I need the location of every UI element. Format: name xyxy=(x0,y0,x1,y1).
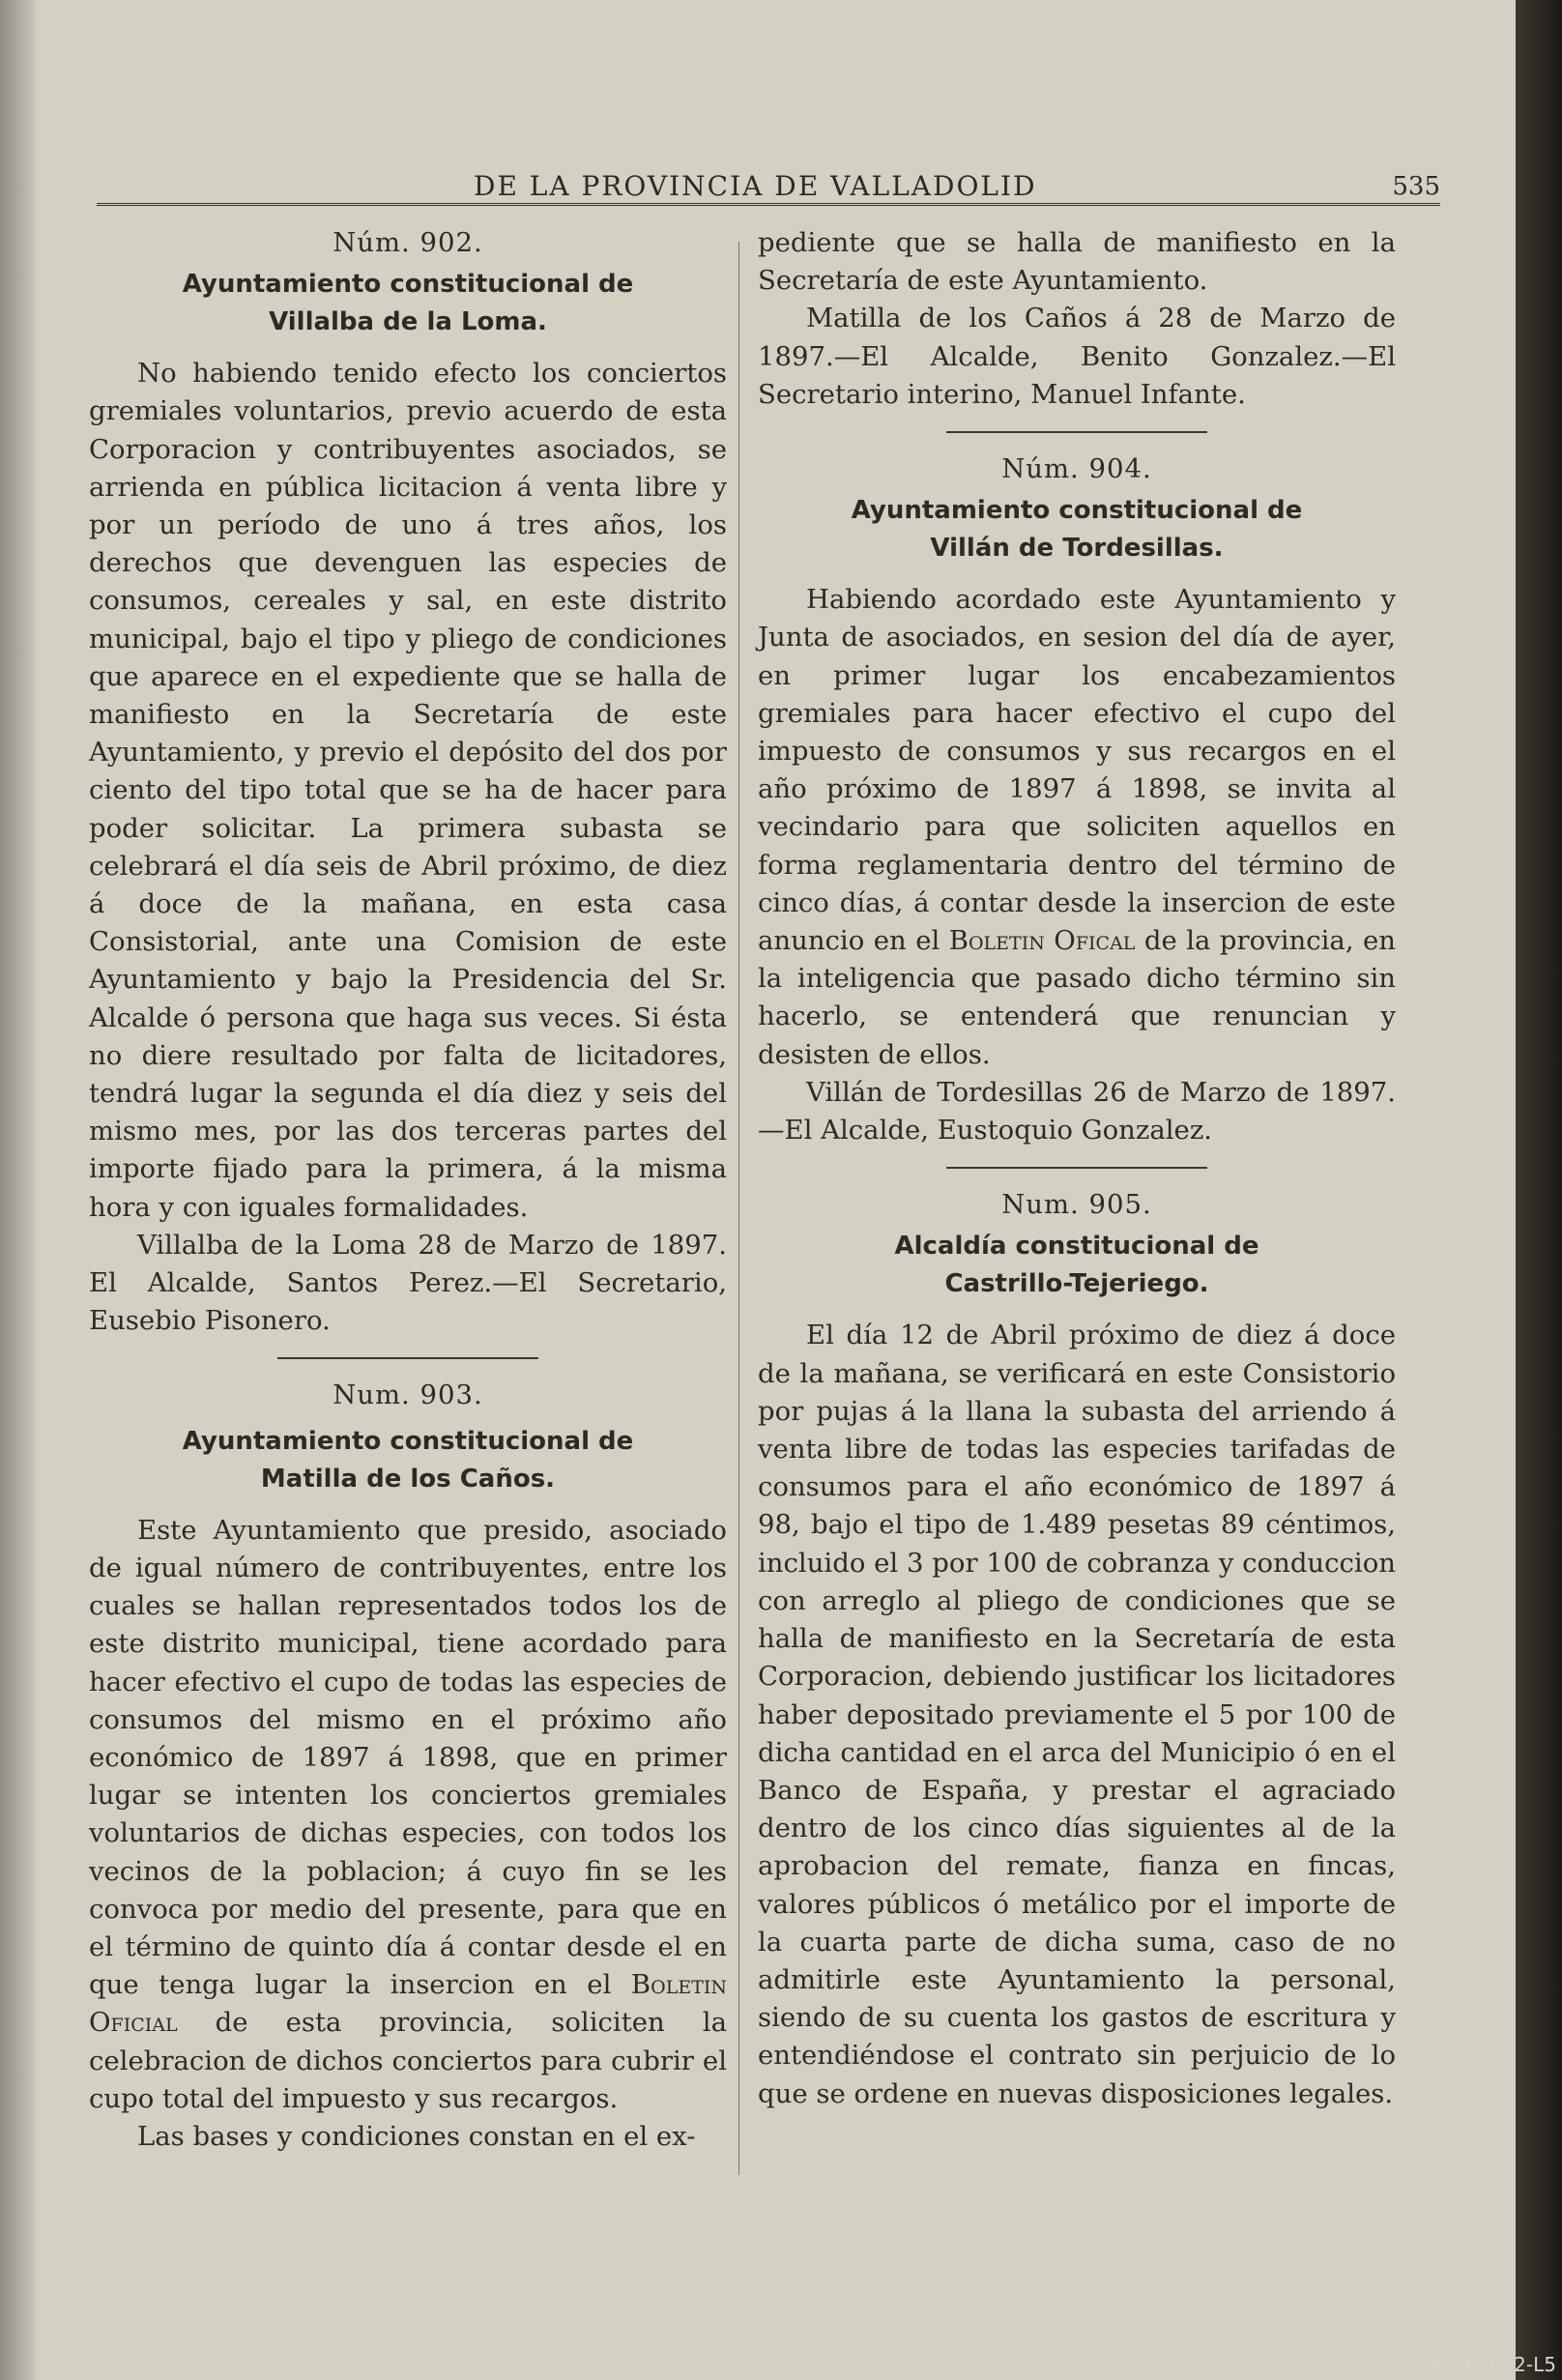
book-edge xyxy=(1516,0,1562,2380)
notice-902-body: No habiendo tenido efecto los conciertos gremiales voluntarios, previo acuerdo de esta Corporacion y contribuyentes asociados, se arrienda en pública licitacion á venta libre y por un período de uno á tres años, los derechos que devenguen las especies de consumos, cereales y sal, en este distrito municipal, bajo el tipo y pliego de condiciones que aparece en el expediente que se halla de manifiesto en la Secretaría de este Ayuntamiento, y previo el depósito del dos por ciento del tipo total que se ha de hacer para poder solicitar. La primera subasta se celebrará el día seis de Abril próximo, de diez á doce de la mañana, en esta casa Consistorial, ante una Comision de este Ayuntamiento y bajo la Presidencia del Sr. Alcalde ó persona que haga sus veces. Si ésta no diere resultado por falta de licitadores, tendrá lugar la segunda el día diez y seis del mismo mes, por las dos terceras partes del importe fijado para la primera, á la misma hora y con iguales formalidades. xyxy=(89,358,727,1223)
notice-904-body-part1: Habiendo acordado este Ayuntamiento y Junta de asociados, en sesion del día de ayer, en primer lugar los encabezamientos gremiales para hacer efectivo el cupo del impuesto de consumos y sus recargos en el año próximo de 1897 á 1898, se invita al vecindario para que soliciten aquellos en forma reglamentaria dentro del término de cinco días, á contar desde la insercion de este anuncio en el xyxy=(758,584,1396,957)
notice-903-boletin: Boletin Oficial xyxy=(89,1969,727,2039)
notice-902-heading-line2: Villalba de la Loma. xyxy=(269,307,547,337)
separator-rule xyxy=(946,431,1207,433)
header-title: DE LA PROVINCIA DE VALLADOLID xyxy=(474,170,1037,202)
notice-904-body-part2: de la provincia, en la inteligencia que pasado dicho término sin hacerlo, se entenderá que renuncian y desisten de ellos. xyxy=(758,925,1397,1070)
notice-902-signature: Villalba de la Loma 28 de Marzo de 1897. El Alcalde, Santos Perez.—El Secretario, Eusebio Pisonero. xyxy=(89,1229,727,1337)
notice-904-boletin: Boletin Ofical xyxy=(948,925,1136,957)
notice-904-body xyxy=(758,581,1396,1074)
notice-904-heading-line1: Ayuntamiento constitucional de xyxy=(851,496,1303,526)
right-column xyxy=(758,224,1396,2113)
page-left-shadow xyxy=(0,0,39,2380)
notice-903-heading-line2: Matilla de los Caños. xyxy=(260,1464,556,1494)
column-divider xyxy=(738,242,739,2175)
notice-903-number: Num. 903. xyxy=(333,1379,483,1411)
separator-rule xyxy=(277,1357,538,1359)
notice-905-body: El día 12 de Abril próximo de diez á doce de la mañana, se verificará en este Consistorio por pujas á la llana la subasta del arriendo á venta libre de todas las especies tarifadas de consumos para el año económico de 1897 á 98, bajo el tipo de 1.489 pesetas 89 céntimos, incluido el 3 por 100 de cobranza y conduccion con arreglo al pliego de condiciones que se halla de manifiesto en la Secretaría de esta Corporacion, debiendo justificar los licitadores haber depositado previamente el 5 por 100 de dicha cantidad en el arca del Municipio ó en el Banco de España, y prestar el agraciado dentro de los cinco días siguientes al de la aprobacion del remate, fianza en fincas, valores públicos ó metálico por el importe de la cuarta parte de dicha suma, caso de no admitirle este Ayuntamiento la personal, siendo de su cuenta los gastos de escritura y entendiéndose el contrato sin perjuicio de lo que se ordene en nuevas disposiciones legales. xyxy=(758,1320,1396,2109)
left-column xyxy=(89,224,727,2156)
notice-903-body-part1: Este Ayuntamiento que presido, asociado de igual número de contribuyentes, entre los cuales se hallan representados todos los de este distrito municipal, tiene acordado para hacer efectivo el cupo de todas las especies de consumos del mismo en el próximo año económico de 1897 á 1898, que en primer lugar se intenten los conciertos gremiales voluntarios de dichas especies, con todos los vecinos de la poblacion; á cuyo fin se les convoca por medio del presente, para que en el término de quinto día á contar desde el en que tenga lugar la insercion en el xyxy=(89,1514,727,2001)
notice-903-body-part2: de esta provincia, soliciten la celebracion de dichos conciertos para cubrir el cupo total del impuesto y sus recargos. xyxy=(89,2007,727,2114)
notice-903-heading-line1: Ayuntamiento constitucional de xyxy=(182,1426,634,1456)
notice-903-body-last: Las bases y condiciones constan en el ex- xyxy=(137,2120,696,2152)
notice-905-heading-line2: Castrillo-Tejeriego. xyxy=(944,1269,1209,1299)
notice-903-body xyxy=(89,1512,727,2118)
notice-905-heading-line1: Alcaldía constitucional de xyxy=(894,1232,1259,1262)
notice-905-number: Num. 905. xyxy=(1001,1189,1152,1221)
separator-rule xyxy=(946,1167,1207,1169)
page-number: 535 xyxy=(1392,172,1440,201)
notice-904-number: Núm. 904. xyxy=(1001,453,1152,485)
header-rule xyxy=(97,203,1440,209)
notice-903-signature: Matilla de los Caños á 28 de Marzo de 1897.—El Alcalde, Benito Gonzalez.—El Secretario interino, Manuel Infante. xyxy=(758,303,1396,410)
notice-904-heading-line2: Villán de Tordesillas. xyxy=(930,534,1224,564)
page-header xyxy=(97,170,1440,209)
notice-902-heading-line1: Ayuntamiento constitucional de xyxy=(182,270,634,300)
notice-904-signature: Villán de Tordesillas 26 de Marzo de 1897. —El Alcalde, Eustoquio Gonzalez. xyxy=(758,1076,1396,1146)
notice-903-continued-body: pediente que se halla de manifiesto en la Secretaría de este Ayuntamiento. xyxy=(758,227,1396,297)
watermark: MCD 2022-L5 xyxy=(1426,2353,1556,2376)
notice-902-number: Núm. 902. xyxy=(333,227,483,258)
